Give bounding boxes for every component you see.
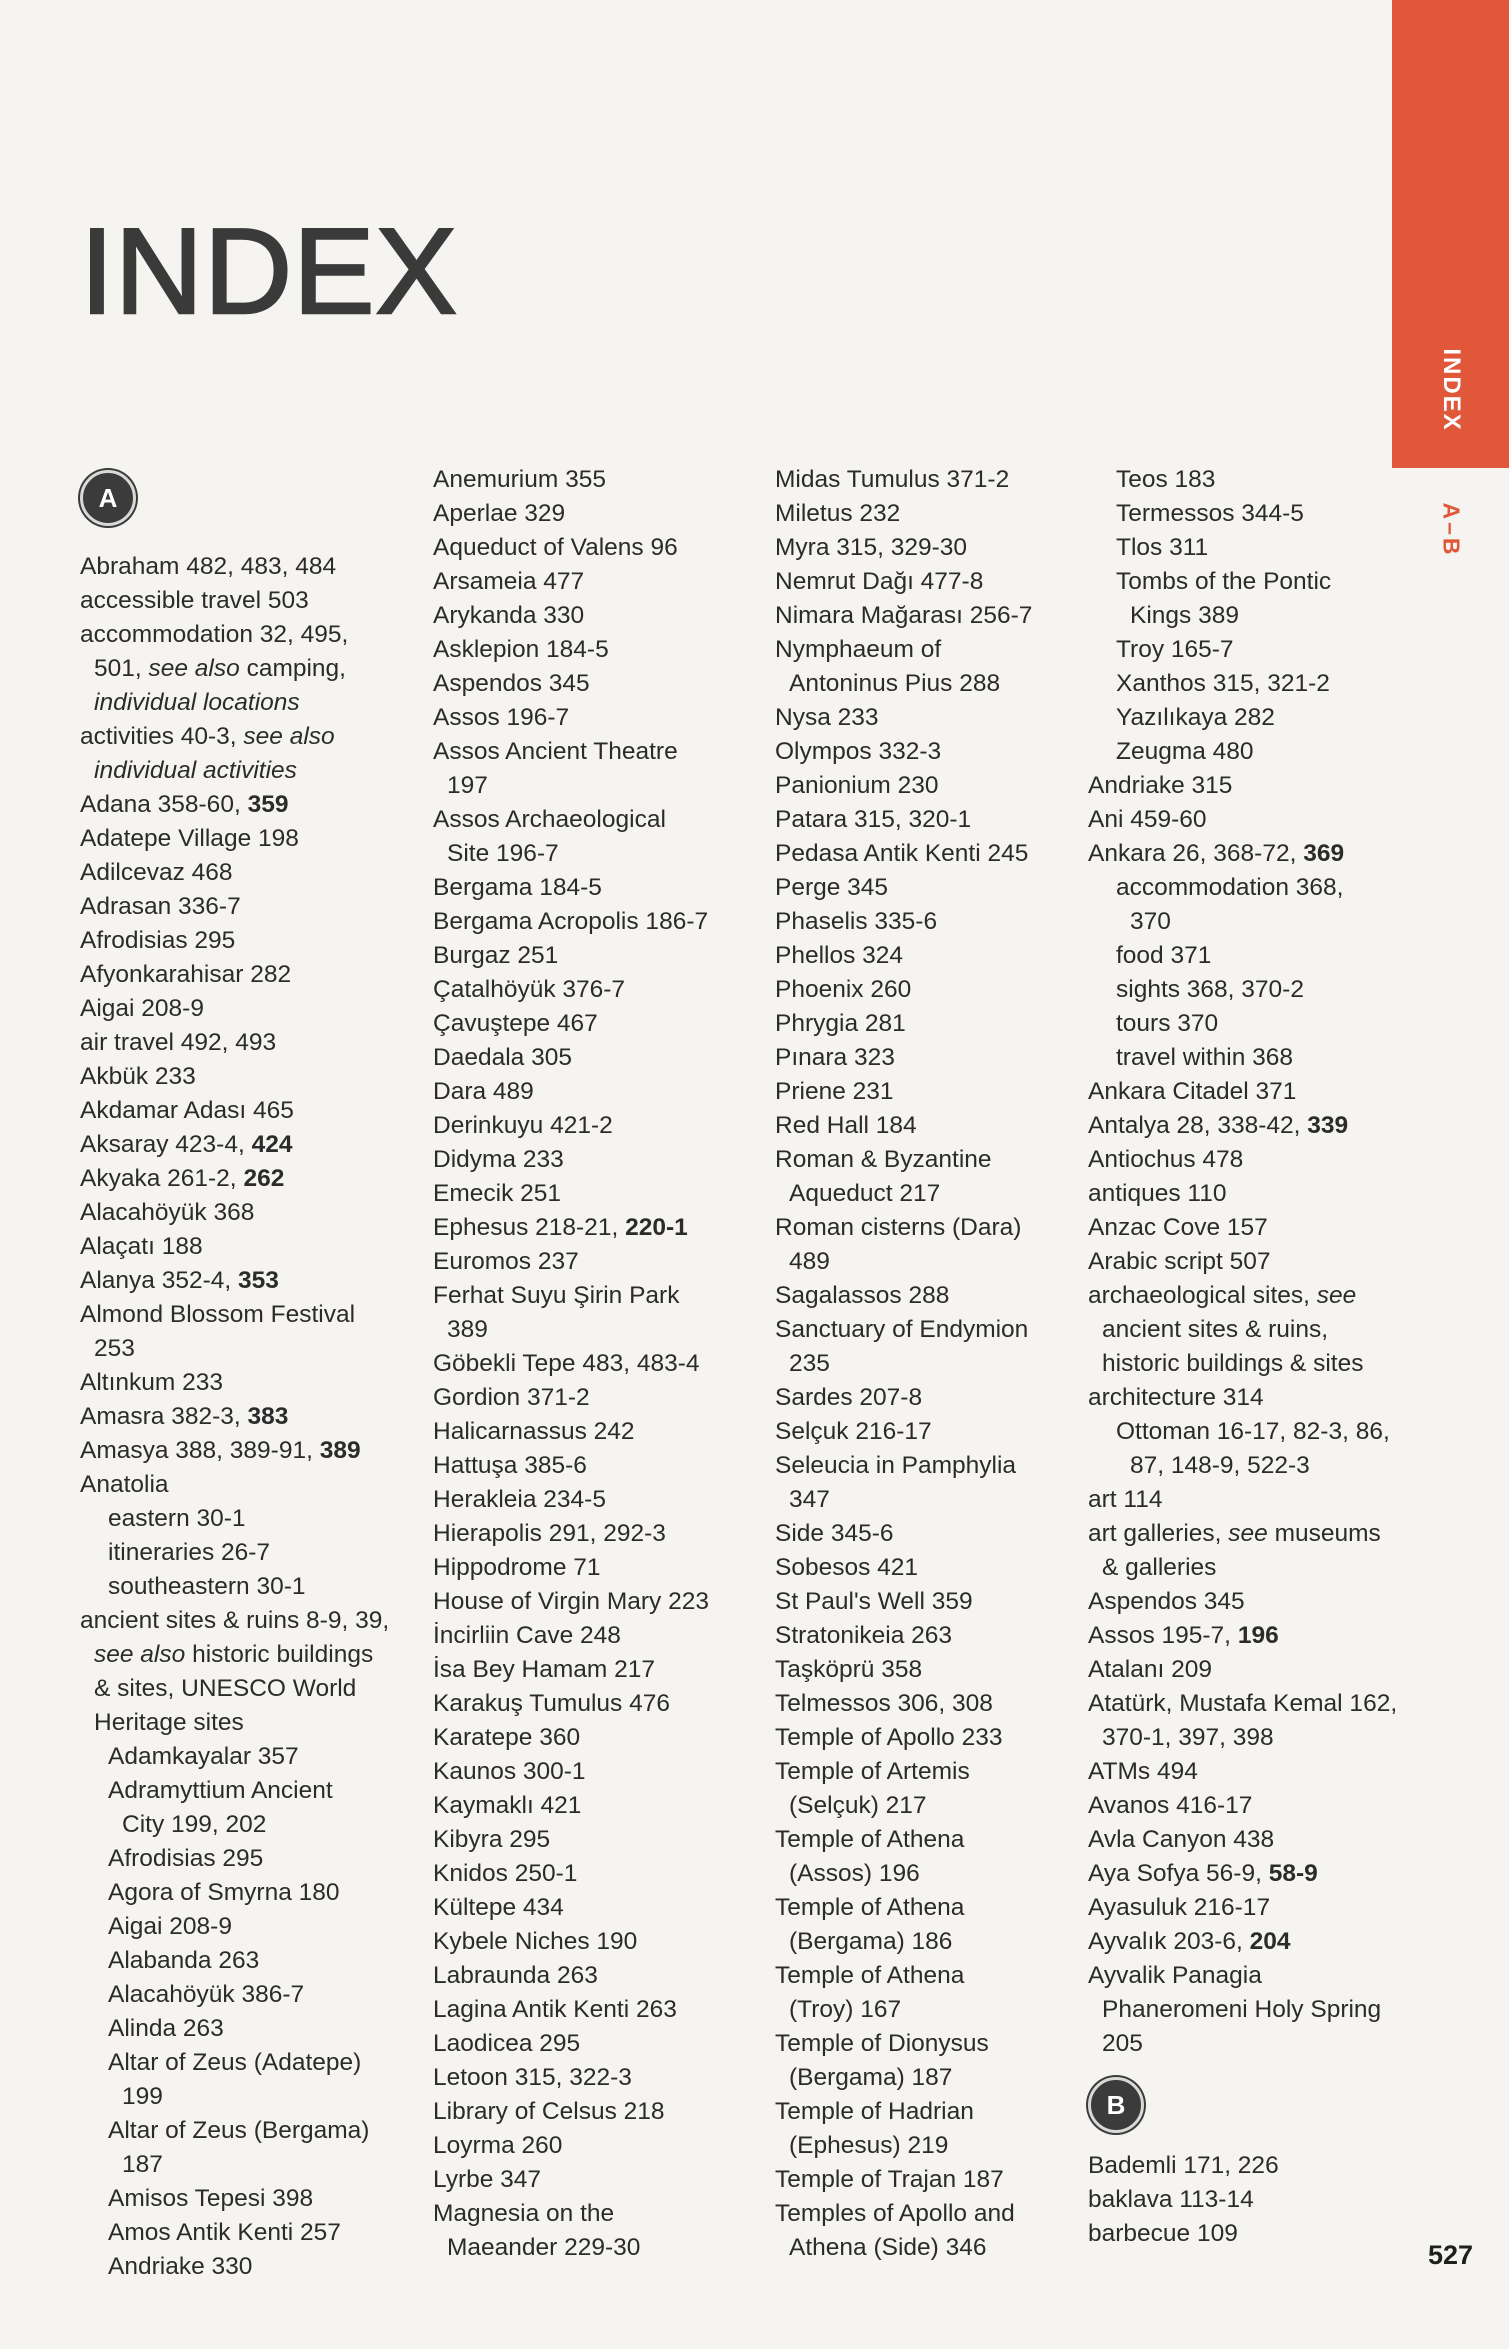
index-entry: Asklepion 184-5	[433, 636, 609, 663]
index-entry: Derinkuyu 421-2	[433, 1112, 613, 1139]
index-entry: baklava 113-14	[1088, 2186, 1254, 2213]
index-entry: southeastern 30-1	[108, 1573, 306, 1600]
index-entry: Avla Canyon 438	[1088, 1826, 1275, 1853]
index-entry: Amasya 388, 389-91, 389	[80, 1437, 361, 1464]
index-entry: ancient sites & ruins 8-9, 39,	[80, 1607, 390, 1634]
index-entry: Amasra 382-3, 383	[80, 1403, 289, 1430]
index-entry: Anemurium 355	[433, 466, 606, 493]
index-entry: Assos Archaeological	[433, 806, 666, 833]
index-entry: Sanctuary of Endymion	[775, 1316, 1029, 1343]
index-entry: Xanthos 315, 321-2	[1116, 670, 1330, 697]
index-entry: Ayasuluk 216-17	[1088, 1894, 1271, 1921]
index-entry: Kaunos 300-1	[433, 1758, 586, 1785]
index-entry: Ferhat Suyu Şirin Park	[433, 1282, 680, 1309]
index-entry: Kaymaklı 421	[433, 1792, 582, 1819]
index-entry: Alacahöyük 368	[80, 1199, 255, 1226]
index-entry: Temple of Dionysus	[775, 2030, 989, 2057]
index-entry: Phrygia 281	[775, 1010, 906, 1037]
index-entry: Panionium 230	[775, 772, 939, 799]
index-entry: Lyrbe 347	[433, 2166, 542, 2193]
index-entry: Roman & Byzantine	[775, 1146, 992, 1173]
index-entry: Site 196-7	[447, 840, 559, 867]
index-entry: art 114	[1088, 1486, 1163, 1513]
index-entry: Ephesus 218-21, 220-1	[433, 1214, 688, 1241]
index-entry: Perge 345	[775, 874, 889, 901]
side-tab-range: A–B	[1438, 502, 1464, 558]
index-entry: Loyrma 260	[433, 2132, 563, 2159]
index-entry: Teos 183	[1116, 466, 1216, 493]
index-entry: sights 368, 370-2	[1116, 976, 1304, 1003]
index-entry: Ankara Citadel 371	[1088, 1078, 1297, 1105]
index-entry: see also historic buildings	[94, 1641, 374, 1668]
index-entry: Aqueduct of Valens 96	[433, 534, 678, 561]
index-entry: Temple of Trajan 187	[775, 2166, 1004, 2193]
index-entry: Ayvalık 203-6, 204	[1088, 1928, 1291, 1955]
index-entry: Phaneromeni Holy Spring	[1102, 1996, 1382, 2023]
index-entry: food 371	[1116, 942, 1212, 969]
index-entry: accessible travel 503	[80, 587, 309, 614]
index-entry: Pedasa Antik Kenti 245	[775, 840, 1029, 867]
index-entry: Phellos 324	[775, 942, 904, 969]
index-column-1	[80, 470, 389, 2284]
index-entry: Aigai 208-9	[80, 995, 204, 1022]
index-entry: 253	[94, 1335, 135, 1362]
index-entry: Ani 459-60	[1088, 806, 1207, 833]
index-entry: 370	[1130, 908, 1171, 935]
index-entry: antiques 110	[1088, 1180, 1227, 1207]
index-entry: Burgaz 251	[433, 942, 559, 969]
index-entry: Tlos 311	[1116, 534, 1209, 561]
index-entry: Daedala 305	[433, 1044, 572, 1071]
index-entry: Patara 315, 320-1	[775, 806, 972, 833]
index-entry: Alinda 263	[108, 2015, 224, 2042]
index-entry: Miletus 232	[775, 500, 901, 527]
index-entry: Zeugma 480	[1116, 738, 1254, 765]
index-entry: Anzac Cove 157	[1088, 1214, 1268, 1241]
index-entry: art galleries, see museums	[1088, 1520, 1381, 1547]
index-entry: Gordion 371-2	[433, 1384, 590, 1411]
index-entry: Temples of Apollo and	[775, 2200, 1015, 2227]
index-entry: Selçuk 216-17	[775, 1418, 932, 1445]
index-entry: Maeander 229-30	[447, 2234, 641, 2261]
page-number: 527	[1428, 2240, 1474, 2270]
index-entry: architecture 314	[1088, 1384, 1264, 1411]
index-entry: 370-1, 397, 398	[1102, 1724, 1274, 1751]
index-entry: Euromos 237	[433, 1248, 579, 1275]
index-entry: Alanya 352-4, 353	[80, 1267, 279, 1294]
index-entry: Aya Sofya 56-9, 58-9	[1088, 1860, 1318, 1887]
index-entry: Phaselis 335-6	[775, 908, 938, 935]
index-entry: eastern 30-1	[108, 1505, 246, 1532]
index-entry: Antoninus Pius 288	[789, 670, 1001, 697]
index-entry: Ankara 26, 368-72, 369	[1088, 840, 1345, 867]
index-entry: İncirliin Cave 248	[433, 1622, 621, 1649]
index-entry: Akbük 233	[80, 1063, 196, 1090]
index-entry: Assos 196-7	[433, 704, 570, 731]
index-entry: Herakleia 234-5	[433, 1486, 606, 1513]
index-entry: Adilcevaz 468	[80, 859, 233, 886]
index-entry: Yazılıkaya 282	[1116, 704, 1275, 731]
section-letter: B	[1088, 2077, 1144, 2133]
section-letter-badge	[1088, 2061, 1397, 2149]
index-entry: Kibyra 295	[433, 1826, 551, 1853]
index-entry: Library of Celsus 218	[433, 2098, 665, 2125]
index-entry: Almond Blossom Festival	[80, 1301, 356, 1328]
index-entry: Abraham 482, 483, 484	[80, 553, 337, 580]
index-entry: Adrasan 336-7	[80, 893, 241, 920]
index-entry: Taşköprü 358	[775, 1656, 923, 1683]
index-entry: Temple of Apollo 233	[775, 1724, 1003, 1751]
index-column-4	[1088, 463, 1397, 2251]
index-entry: Akdamar Adası 465	[80, 1097, 294, 1124]
index-entry: Karatepe 360	[433, 1724, 581, 1751]
index-entry: Heritage sites	[94, 1709, 244, 1736]
index-entry: Andriake 315	[1088, 772, 1233, 799]
index-entry: (Assos) 196	[789, 1860, 920, 1887]
index-entry: Temple of Athena	[775, 1826, 965, 1853]
index-entry: Phoenix 260	[775, 976, 912, 1003]
index-entry: Karakuş Tumulus 476	[433, 1690, 670, 1717]
index-entry: Alaçatı 188	[80, 1233, 203, 1260]
index-entry: Tombs of the Pontic	[1116, 568, 1332, 595]
index-entry: Alacahöyük 386-7	[108, 1981, 305, 2008]
index-entry: Adana 358-60, 359	[80, 791, 289, 818]
index-entry: individual locations	[94, 689, 300, 716]
index-entry: ancient sites & ruins,	[1102, 1316, 1329, 1343]
index-entry: 197	[447, 772, 488, 799]
section-letter-badge	[80, 470, 389, 550]
index-entry: Antalya 28, 338-42, 339	[1088, 1112, 1349, 1139]
index-entry: Assos Ancient Theatre	[433, 738, 678, 765]
index-entry: Agora of Smyrna 180	[108, 1879, 340, 1906]
index-entry: Aksaray 423-4, 424	[80, 1131, 293, 1158]
index-entry: 199	[122, 2083, 163, 2110]
index-column-3	[775, 463, 1032, 2265]
index-entry: Kings 389	[1130, 602, 1239, 629]
index-entry: Didyma 233	[433, 1146, 564, 1173]
index-entry: 235	[789, 1350, 830, 1377]
index-entry: Seleucia in Pamphylia	[775, 1452, 1017, 1479]
index-entry: Arsameia 477	[433, 568, 585, 595]
index-entry: Magnesia on the	[433, 2200, 615, 2227]
index-entry: Priene 231	[775, 1078, 894, 1105]
index-entry: Olympos 332-3	[775, 738, 942, 765]
index-entry: Sardes 207-8	[775, 1384, 923, 1411]
index-entry: Antiochus 478	[1088, 1146, 1244, 1173]
index-entry: Kybele Niches 190	[433, 1928, 638, 1955]
index-entry: Halicarnassus 242	[433, 1418, 635, 1445]
index-entry: Adamkayalar 357	[108, 1743, 299, 1770]
index-entry: Labraunda 263	[433, 1962, 598, 1989]
index-entry: Midas Tumulus 371-2	[775, 466, 1010, 493]
index-entry: Kültepe 434	[433, 1894, 564, 1921]
index-entry: Aqueduct 217	[789, 1180, 941, 1207]
index-entry: Dara 489	[433, 1078, 534, 1105]
index-entry: Atatürk, Mustafa Kemal 162,	[1088, 1690, 1398, 1717]
index-entry: Avanos 416-17	[1088, 1792, 1253, 1819]
index-entry: Afrodisias 295	[80, 927, 236, 954]
index-entry: & galleries	[1102, 1554, 1217, 1581]
index-entry: Nemrut Dağı 477-8	[775, 568, 984, 595]
index-entry: Arabic script 507	[1088, 1248, 1271, 1275]
index-entry: 205	[1102, 2030, 1143, 2057]
index-entry: individual activities	[94, 757, 297, 784]
index-entry: Laodicea 295	[433, 2030, 581, 2057]
index-column-2	[433, 463, 709, 2265]
index-entry: Aspendos 345	[433, 670, 590, 697]
index-entry: Side 345-6	[775, 1520, 894, 1547]
index-entry: Hattuşa 385-6	[433, 1452, 587, 1479]
index-entry: İsa Bey Hamam 217	[433, 1656, 655, 1683]
index-entry: Bergama 184-5	[433, 874, 602, 901]
index-entry: Andriake 330	[108, 2253, 253, 2280]
side-tab-label: INDEX	[1437, 348, 1465, 432]
index-entry: Bademli 171, 226	[1088, 2152, 1279, 2179]
index-entry: Hippodrome 71	[433, 1554, 601, 1581]
index-entry: Athena (Side) 346	[789, 2234, 987, 2261]
index-entry: Altar of Zeus (Bergama)	[108, 2117, 370, 2144]
index-entry: Emecik 251	[433, 1180, 562, 1207]
index-entry: Red Hall 184	[775, 1112, 917, 1139]
index-entry: & sites, UNESCO World	[94, 1675, 357, 1702]
index-entry: Lagina Antik Kenti 263	[433, 1996, 677, 2023]
page-title: INDEX	[80, 203, 458, 339]
index-entry: Ottoman 16-17, 82-3, 86,	[1116, 1418, 1390, 1445]
index-entry: Aperlae 329	[433, 500, 566, 527]
index-entry: Temple of Athena	[775, 1962, 965, 1989]
index-entry: Afrodisias 295	[108, 1845, 264, 1872]
index-entry: Roman cisterns (Dara)	[775, 1214, 1022, 1241]
index-entry: Nimara Mağarası 256-7	[775, 602, 1033, 629]
index-entry: tours 370	[1116, 1010, 1219, 1037]
index-entry: (Selçuk) 217	[789, 1792, 927, 1819]
index-entry: Altınkum 233	[80, 1369, 223, 1396]
index-entry: Altar of Zeus (Adatepe)	[108, 2049, 362, 2076]
index-entry: Amisos Tepesi 398	[108, 2185, 314, 2212]
index-entry: Pınara 323	[775, 1044, 895, 1071]
index-entry: Letoon 315, 322-3	[433, 2064, 632, 2091]
index-entry: Troy 165-7	[1116, 636, 1234, 663]
index-entry: ATMs 494	[1088, 1758, 1198, 1785]
index-entry: 489	[789, 1248, 830, 1275]
index-entry: Çavuştepe 467	[433, 1010, 598, 1037]
index-entry: 501, see also camping,	[94, 655, 346, 682]
index-entry: Telmessos 306, 308	[775, 1690, 993, 1717]
index-entry: (Bergama) 186	[789, 1928, 953, 1955]
index-entry: Anatolia	[80, 1471, 169, 1498]
index-entry: (Ephesus) 219	[789, 2132, 949, 2159]
index-entry: Stratonikeia 263	[775, 1622, 953, 1649]
index-entry: Myra 315, 329-30	[775, 534, 968, 561]
index-entry: Temple of Athena	[775, 1894, 965, 1921]
index-entry: 87, 148-9, 522-3	[1130, 1452, 1310, 1479]
index-entry: travel within 368	[1116, 1044, 1294, 1071]
index-entry: Amos Antik Kenti 257	[108, 2219, 341, 2246]
index-entry: City 199, 202	[122, 1811, 267, 1838]
index-entry: air travel 492, 493	[80, 1029, 277, 1056]
index-entry: Arykanda 330	[433, 602, 585, 629]
index-entry: 389	[447, 1316, 488, 1343]
index-entry: Temple of Hadrian	[775, 2098, 974, 2125]
index-entry: Göbekli Tepe 483, 483-4	[433, 1350, 700, 1377]
index-entry: Nysa 233	[775, 704, 879, 731]
index-entry: 347	[789, 1486, 830, 1513]
index-entry: Knidos 250-1	[433, 1860, 578, 1887]
index-entry: St Paul's Well 359	[775, 1588, 973, 1615]
index-entry: Sagalassos 288	[775, 1282, 950, 1309]
index-entry: Afyonkarahisar 282	[80, 961, 292, 988]
index-entry: Temple of Artemis	[775, 1758, 970, 1785]
index-entry: Bergama Acropolis 186-7	[433, 908, 709, 935]
index-entry: (Troy) 167	[789, 1996, 902, 2023]
index-entry: activities 40-3, see also	[80, 723, 335, 750]
index-entry: Adatepe Village 198	[80, 825, 299, 852]
index-entry: Alabanda 263	[108, 1947, 260, 1974]
index-entry: accommodation 32, 495,	[80, 621, 349, 648]
index-entry: Hierapolis 291, 292-3	[433, 1520, 666, 1547]
index-entry: House of Virgin Mary 223	[433, 1588, 709, 1615]
index-entry: Sobesos 421	[775, 1554, 919, 1581]
index-entry: Çatalhöyük 376-7	[433, 976, 626, 1003]
index-entry: Ayvalik Panagia	[1088, 1962, 1262, 1989]
index-entry: 187	[122, 2151, 163, 2178]
index-entry: Aspendos 345	[1088, 1588, 1245, 1615]
index-entry: accommodation 368,	[1116, 874, 1344, 901]
index-entry: Atalanı 209	[1088, 1656, 1212, 1683]
index-entry: itineraries 26-7	[108, 1539, 271, 1566]
index-entry: Akyaka 261-2, 262	[80, 1165, 285, 1192]
index-entry: Nymphaeum of	[775, 636, 942, 663]
index-entry: Adramyttium Ancient	[108, 1777, 333, 1804]
index-entry: Termessos 344-5	[1116, 500, 1304, 527]
index-entry: Assos 195-7, 196	[1088, 1622, 1279, 1649]
index-entry: (Bergama) 187	[789, 2064, 953, 2091]
index-entry: historic buildings & sites	[1102, 1350, 1364, 1377]
index-entry: barbecue 109	[1088, 2220, 1238, 2247]
index-entry: archaeological sites, see	[1088, 1282, 1357, 1309]
index-entry: Aigai 208-9	[108, 1913, 232, 1940]
section-letter: A	[80, 470, 136, 526]
